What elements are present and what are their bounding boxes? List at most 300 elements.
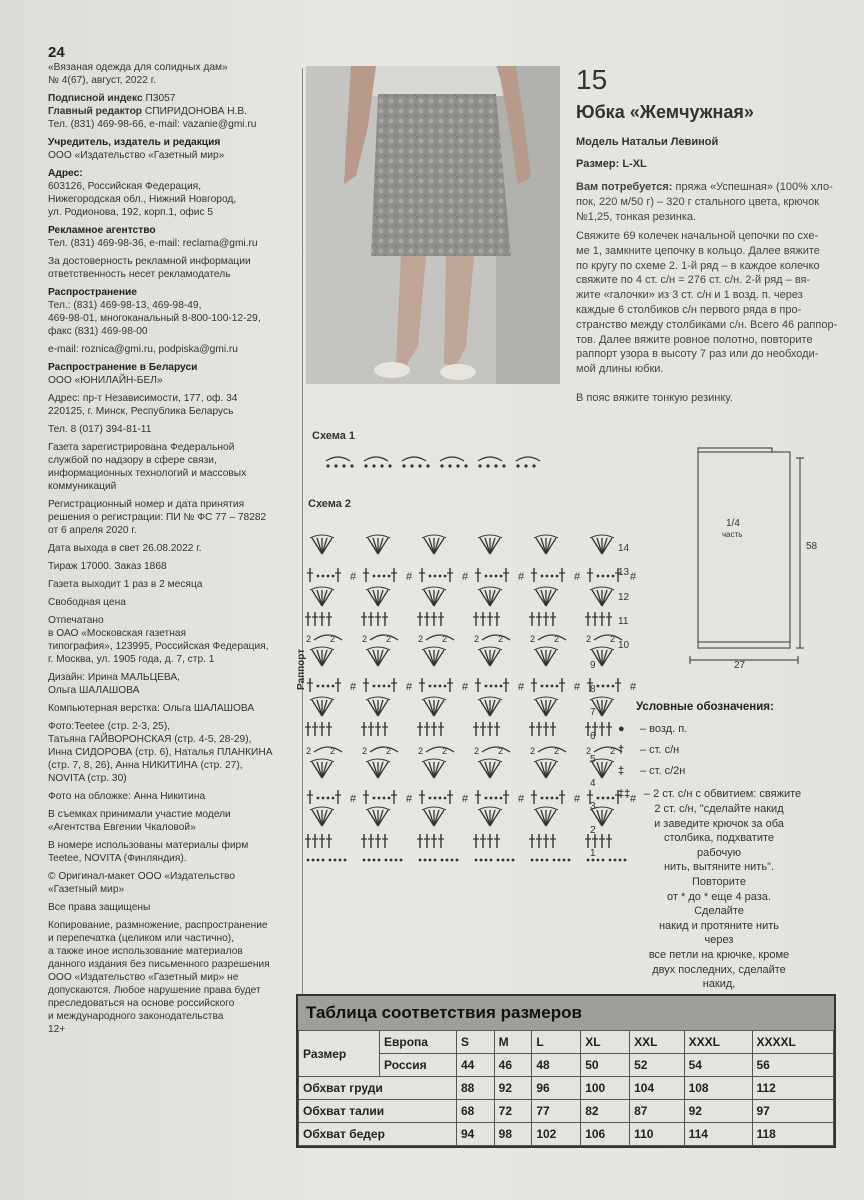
- table-row: [299, 1031, 834, 1054]
- models: «Агентства Евгении Чкаловой»: [48, 822, 196, 833]
- instruction-line: каждые 6 столбиков с/н первого ряда в про-: [576, 303, 802, 316]
- fan-stitch: [434, 762, 444, 778]
- double-stitch-symbol: #: [574, 681, 581, 693]
- subscription: Подписной индекс П3057: [48, 93, 176, 104]
- fan-arc: [366, 697, 390, 700]
- fan-stitch: [368, 538, 378, 554]
- fan-stitch: [602, 762, 612, 778]
- chain-dot: [444, 797, 447, 800]
- chain-dot: [322, 797, 325, 800]
- chain-dot: [475, 859, 478, 862]
- fan-stitch: [480, 762, 490, 778]
- chain-dot: [327, 685, 330, 688]
- fan-stitch: [536, 650, 546, 666]
- fan-stitch: [434, 700, 444, 716]
- fan-stitch: [378, 650, 388, 666]
- fan-stitch: [378, 538, 388, 554]
- waist-note: В пояс вяжите тонкую резинку.: [576, 392, 733, 404]
- table-cell: 87: [630, 1100, 684, 1123]
- arc-count: 2: [554, 634, 560, 644]
- chain-dot: [429, 797, 432, 800]
- legend-item: ‡ – ст. с/2н: [618, 765, 686, 777]
- double-stitch-symbol: #: [406, 571, 413, 583]
- chain-dot: [363, 859, 366, 862]
- chain-dot: [607, 575, 610, 578]
- printed-label: Отпечатано: [48, 615, 104, 626]
- fan-stitch: [546, 590, 556, 606]
- legend-title: Условные обозначения:: [636, 701, 774, 713]
- chain-dot: [385, 859, 388, 862]
- chain-dot: [507, 859, 510, 862]
- table-cell: S: [457, 1031, 495, 1054]
- fan-arc: [478, 759, 502, 762]
- fan-arc: [534, 535, 558, 538]
- fan-stitch: [480, 650, 490, 666]
- chain-dot: [441, 859, 444, 862]
- chain-dot: [531, 859, 534, 862]
- chain-dot: [400, 859, 403, 862]
- chain-dot: [383, 575, 386, 578]
- chain-dot: [602, 859, 605, 862]
- fan-stitch: [424, 700, 434, 716]
- chain-dot: [312, 859, 315, 862]
- fan-arc: [422, 697, 446, 700]
- editor: Главный редактор СПИРИДОНОВА Н.В.: [48, 106, 248, 117]
- chain-dot: [419, 859, 422, 862]
- belarus-address: Адрес: пр-т Независимости, 177, оф. 34: [48, 393, 238, 404]
- fan-arc: [478, 697, 502, 700]
- arc-count: 2: [362, 634, 368, 644]
- legend-item: † – ст. с/н: [618, 744, 680, 756]
- registration: Газета зарегистрирована Федеральной: [48, 442, 235, 453]
- fan-arc: [310, 535, 334, 538]
- legend-desc-line: все петли на крючке, кроме: [648, 948, 790, 961]
- chain-dot: [439, 685, 442, 688]
- fan-stitch: [602, 810, 612, 826]
- table-cell: M: [494, 1031, 532, 1054]
- chain-dot: [317, 685, 320, 688]
- chain-dot: [434, 859, 437, 862]
- chain-dot: [609, 859, 612, 862]
- arc-count: 2: [498, 746, 504, 756]
- fan-arc: [534, 587, 558, 590]
- chain-dot: [322, 685, 325, 688]
- original: «Газетный мир»: [48, 884, 125, 895]
- distribution-email: e-mail: roznica@gmi.ru, podpiska@gmi.ru: [48, 344, 238, 355]
- table-cell: 104: [630, 1077, 684, 1100]
- row-numbers-lower: [590, 654, 596, 866]
- chain-dot: [332, 797, 335, 800]
- skirt-photo: [306, 66, 560, 384]
- instruction-line: жите «галочки» из 3 ст. с/н и 1 возд. п. через: [576, 289, 803, 302]
- chain-dot: [388, 575, 391, 578]
- rights: Все права защищены: [48, 902, 151, 913]
- issue: № 4(67), август, 2022 г.: [48, 75, 157, 86]
- row-number: 13: [618, 567, 630, 579]
- belarus-label: Распространение в Беларуси: [48, 362, 198, 373]
- distribution-line: Тел.: (831) 469-98-13, 469-98-49,: [48, 300, 202, 311]
- instruction-line: странство между столбиками с/н. Всего 46 раппор-: [576, 318, 838, 331]
- arc-count: 2: [586, 634, 592, 644]
- arc-stitch: [538, 635, 566, 640]
- address-label: Адрес:: [48, 168, 83, 179]
- photo-credit: Татьяна ГАЙВОРОНСКАЯ (стр. 4-5, 28-29),: [48, 734, 252, 745]
- legend-desc-line: столбика, подхватите рабочую: [664, 832, 774, 859]
- arc-count: 2: [418, 634, 424, 644]
- fan-arc: [366, 807, 390, 810]
- double-stitch-symbol: #: [630, 681, 637, 693]
- row-label: Обхват бедер: [299, 1123, 457, 1146]
- frequency: Газета выходит 1 раз в 2 месяца: [48, 579, 203, 590]
- chain-dot: [322, 575, 325, 578]
- chain-dot: [373, 859, 376, 862]
- fan-stitch: [490, 700, 500, 716]
- fan-arc: [534, 807, 558, 810]
- chain-dot: [612, 685, 615, 688]
- founder-value: ООО «Издательство «Газетный мир»: [48, 150, 225, 161]
- chain-dot: [500, 797, 503, 800]
- table-cell: 54: [684, 1054, 752, 1077]
- instruction-line: мой длины юбки.: [576, 363, 664, 376]
- fan-arc: [478, 807, 502, 810]
- chain-dot: [502, 859, 505, 862]
- legend-desc-line: накид и протяните нить через: [658, 919, 780, 947]
- row-number: 14: [618, 543, 630, 554]
- chain-dot: [597, 575, 600, 578]
- arc-count: 2: [362, 746, 368, 756]
- copyright: а также иное использование материалов: [48, 946, 243, 957]
- instruction-line: тов. Далее вяжите ровное полотно, повторите: [576, 333, 813, 346]
- table-cell: 82: [581, 1100, 630, 1123]
- chain-dot: [317, 575, 320, 578]
- chain-dot: [373, 685, 376, 688]
- double-stitch-symbol: #: [630, 571, 637, 583]
- chain-dot: [551, 797, 554, 800]
- chain-dot: [434, 685, 437, 688]
- arc-count: 2: [330, 634, 336, 644]
- copyright: преследоваться на основе российского: [48, 998, 235, 1009]
- row-number: 7: [590, 707, 596, 718]
- chain-dot: [556, 797, 559, 800]
- table-cell: 88: [457, 1077, 495, 1100]
- belarus-phone: Тел. 8 (017) 394-81-11: [48, 424, 152, 435]
- fan-arc: [310, 697, 334, 700]
- fan-arc: [422, 807, 446, 810]
- fan-stitch: [368, 762, 378, 778]
- fan-arc: [422, 587, 446, 590]
- fan-stitch: [434, 650, 444, 666]
- double-stitch-symbol: #: [350, 681, 357, 693]
- models: В съемках принимали участие модели: [48, 809, 231, 820]
- arc-count: 2: [498, 634, 504, 644]
- table-cell: XXXL: [684, 1031, 752, 1054]
- fan-arc: [366, 587, 390, 590]
- row-number: 12: [618, 591, 630, 603]
- materials-line: №1,25, тонкая резинка.: [576, 210, 697, 223]
- address-line: 603126, Российская Федерация,: [48, 181, 202, 192]
- fan-stitch: [602, 590, 612, 606]
- chain-dot: [339, 859, 342, 862]
- fan-stitch: [602, 538, 612, 554]
- table-cell: 97: [752, 1100, 834, 1123]
- arc-count: 2: [418, 746, 424, 756]
- table-cell: 102: [532, 1123, 581, 1146]
- original: © Оригинал-макет ООО «Издательство: [48, 871, 235, 882]
- materials: В номере использованы материалы фирм: [48, 840, 249, 851]
- printed-line: в ОАО «Московская газетная: [48, 628, 187, 639]
- ad-contacts: Тел. (831) 469-98-36, e-mail: reclama@gmi.ru: [48, 238, 258, 249]
- fan-arc: [590, 587, 614, 590]
- double-stitch-symbol: #: [630, 793, 637, 805]
- chain-dot: [327, 575, 330, 578]
- chain-dot: [512, 859, 515, 862]
- fan-stitch: [322, 762, 332, 778]
- chain-dot: [446, 859, 449, 862]
- address-line: Нижегородская обл., Нижний Новгород,: [48, 194, 237, 205]
- chain-dot: [495, 575, 498, 578]
- chain-dot: [612, 575, 615, 578]
- fan-stitch: [536, 810, 546, 826]
- legend-desc-line: 2 ст. с/н, "сделайте накид: [654, 803, 784, 815]
- fan-stitch: [322, 650, 332, 666]
- row-number: 10: [618, 640, 630, 652]
- chain-dot: [612, 797, 615, 800]
- distribution-line: факс (831) 469-98-00: [48, 326, 148, 337]
- schema1-chart: [320, 452, 550, 472]
- table-cell: 98: [494, 1123, 532, 1146]
- chain-dot: [607, 797, 610, 800]
- chain-dot: [619, 859, 622, 862]
- fan-stitch: [490, 762, 500, 778]
- double-stitch-symbol: #: [350, 571, 357, 583]
- table-cell: 68: [457, 1100, 495, 1123]
- fan-stitch: [434, 538, 444, 554]
- copyright: данного издания без письменного разрешения: [48, 959, 270, 970]
- row-number: 6: [590, 730, 596, 742]
- legend-desc-line: от * до * еще 4 раза. Сделайте: [667, 890, 771, 918]
- table-row: [299, 1123, 834, 1146]
- skirt-piece-diagram: [680, 440, 830, 680]
- photo-credit: Инна СИДОРОВА (стр. 6), Наталья ПЛАНКИНА: [48, 747, 273, 758]
- fan-arc: [534, 759, 558, 762]
- arc-count: 2: [306, 634, 312, 644]
- chain-dot: [536, 859, 539, 862]
- fan-stitch: [322, 590, 332, 606]
- instruction-line: по кругу по схеме 2. 1-й ряд – в каждое колечко: [576, 259, 820, 272]
- magazine-page: 24 «Вязаная одежда для солидных дам» № 4(67), август, 2022 г. Подписной индекс П3057 Главный редактор СПИРИДОНОВА Н.В. Тел. (831) 469-98-66, e-mail: vazanie@gmi.ru Учредитель, издатель и редакция ООО «Издательство «Газетный мир» Адрес: 603126, Российская Федерация, Нижегородская обл., Нижний Новгород, ул. Родионова, 192, корп.1, офис 5 Рекламное агентство Тел. (831) 469-98-36, e-mail: reclama@gmi.ru За достоверность рекламной информации ответственность несет рекламодатель Распространение Тел.: (831) 469-98-13, 469-98-49, 469-98-01, многоканальный 8-800-100-12-29, факс (831) 469-98-00 e-mail: roznica@gmi.ru, podpiska@gmi.ru Распространение в Беларуси ООО «ЮНИЛАЙН-БЕЛ» Адрес: пр-т Независимости, 177, оф. 34 220125, г. Минск, Республика Беларусь Тел. 8 (017) 394-81-11 Газета зарегистрирована Федеральной службой по надзору в сфере связи, информационных технологий и массовых коммуникаций Регистрационный номер и дата принятия решения о регистрации: ПИ № ФС 77 – 78282 от 6 апреля 2020 г. Дата выхода в свет 26.08.2022 г. Тираж 17000. Заказ 1868 Газета выходит 1 раз в 2 месяца Свободная цена Отпечатано в ОАО «Московская газетная типография», 123995, Российская Федерация, г. Москва, ул. 1905 года, д. 7, стр. 1 Дизайн: Ирина МАЛЬЦЕВА, Ольга ШАЛАШОВА Компьютерная верстка: Ольга ШАЛАШОВА Фото:Teetee (стр. 2-3, 25), Татьяна ГАЙВОРОНСКАЯ (стр. 4-5, 28-29), Инна СИДОРОВА (стр. 6), Наталья ПЛАНКИНА (стр. 7, 8, 26), Анна НИКИТИНА (стр. 27), NOVITA (стр. 30) Фото на обложке: Анна Никитина В съемках принимали участие модели «Агентства Евгении Чкаловой» В номере использованы материалы фирм Teetee, NOVITA (Финляндия). © Оригинал-макет ООО «Издательство «Газетный мир» Все права защищены Копирование, размножение, распространение и перепечатка (целиком или частично), а также иное использование материалов данного издания без письменного разрешения ООО «Издательство «Газетный мир» не допускаются. Любое нарушение права будет преследоваться на основе российского и международного законодательства 12+ 15 Юбка «Жемчужная» Модель Натальи Левиной Размер: L-XL Вам потребуется: пряжа «Успешная» (100% хло- пок, 220 м/50 г) – 320 г стального цвета, крючок №1,25, тонкая резинка. Свяжите 69 колечек начальной цепочки по схе- ме 1, замкните цепочку в кольцо. Далее вяжите по кругу по схеме 2. 1-й ряд – в каждое колечко свяжите по 4 ст. с/н = 276 ст. с/н. 2-й ряд – вя- жите «галочки» из 3 ст. с/н и 1 возд. п. через каждые 6 столбиков с/н первого ряда в про- странство между столбиками с/н. Всего 46 раппор- тов. Далее вяжите ровное полотно, повторите раппорт узора в высоту 7 раз или до необходи- мой длины юбки. В пояс вяжите тонкую резинку. Схема 1 Схема 2 Раппорт # # # # # # 2 2 2 2 2 2 2 2 2 2 2 2 # # # # # # 2 2 2 2 2 2 2 2 2 2 2 2 # # # # # # 14 13 12 11 10 9 8 7 6 5 4 3 2 1 1/4 часть 58 27 Условные обозначения: ● – возд. п. † – ст. с/н ‡ – ст. с/2н ‡‡ – 2 ст. с/н с обвитием: свяжите 2 ст. с/н, "сделайте накид и заведите крючок за оба столбика, подхватите рабочую нить, вытяните нить". Повторите от * до * еще 4 раза. Сделайте накид и протяните нить через все петли на крючке, кроме двух последних, сделайте накид, Таблица соответствия размеров Размер Европа S M L XL XXL XXXL XXXXL Россия 44 46 48 50 52 54 56 Обхват груди 88 92 96 100 104 108 112 Обхват талии 68 72 77 82 87 92 97 Обхват бедер 94 98 102 106 110 114 118: [0, 0, 864, 1200]
- materials-line: Вам потребуется: пряжа «Успешная» (100% хло-: [576, 181, 833, 193]
- arc-count: 2: [554, 746, 560, 756]
- fan-stitch: [592, 538, 602, 554]
- chain-dot: [383, 685, 386, 688]
- chain-dot: [317, 859, 320, 862]
- table-cell: 92: [494, 1077, 532, 1100]
- chain-dot: [368, 859, 371, 862]
- chain-dot: [424, 859, 427, 862]
- reg-number: решения о регистрации: ПИ № ФС 77 – 78282: [48, 512, 267, 523]
- chain-dot: [568, 859, 571, 862]
- chain-dot: [490, 685, 493, 688]
- fan-stitch: [434, 590, 444, 606]
- chain-dot: [444, 685, 447, 688]
- chain-dot: [332, 685, 335, 688]
- fan-stitch: [368, 700, 378, 716]
- chain-dot: [373, 797, 376, 800]
- size-table-grid: [298, 1030, 834, 1146]
- fan-stitch: [536, 538, 546, 554]
- chain-dot: [497, 859, 500, 862]
- copyright: и международного законодательства: [48, 1011, 224, 1022]
- pattern-author: Модель Натальи Левиной: [576, 136, 719, 148]
- table-cell: 92: [684, 1100, 752, 1123]
- size-label: Размер: [299, 1031, 380, 1077]
- fan-arc: [310, 759, 334, 762]
- arc-stitch: [370, 747, 398, 752]
- table-row: [299, 1077, 834, 1100]
- fan-arc: [534, 697, 558, 700]
- table-cell: 77: [532, 1100, 581, 1123]
- chain-dot: [556, 685, 559, 688]
- fan-arc: [534, 647, 558, 650]
- fan-stitch: [378, 700, 388, 716]
- belarus-company: ООО «ЮНИЛАЙН-БЕЛ»: [48, 375, 163, 386]
- fan-stitch: [480, 700, 490, 716]
- chain-dot: [602, 575, 605, 578]
- chain-dot: [317, 797, 320, 800]
- fan-stitch: [536, 700, 546, 716]
- chain-dot: [444, 575, 447, 578]
- double-stitch-symbol: #: [518, 681, 525, 693]
- chain-dot: [307, 859, 310, 862]
- fan-stitch: [378, 810, 388, 826]
- table-cell: 110: [630, 1123, 684, 1146]
- design: Дизайн: Ирина МАЛЬЦЕВА,: [48, 672, 180, 683]
- fan-stitch: [490, 810, 500, 826]
- skirt-photo-drawing: [306, 66, 560, 384]
- chain-dot: [322, 859, 325, 862]
- chain-dot: [563, 859, 566, 862]
- chain-dot: [378, 685, 381, 688]
- fan-arc: [310, 587, 334, 590]
- chain-dot: [439, 575, 442, 578]
- chain-dot: [429, 685, 432, 688]
- rapport-label: Раппорт: [296, 648, 307, 690]
- founder-label: Учредитель, издатель и редакция: [48, 137, 221, 148]
- double-stitch-symbol: #: [350, 793, 357, 805]
- double-stitch-symbol: #: [406, 681, 413, 693]
- distribution-label: Распространение: [48, 287, 137, 298]
- row-numbers: [618, 537, 629, 658]
- fan-stitch: [490, 538, 500, 554]
- table-cell: 72: [494, 1100, 532, 1123]
- legend-desc-line: нить, вытяните нить". Повторите: [663, 861, 775, 888]
- fan-arc: [478, 535, 502, 538]
- double-stitch-symbol: #: [518, 793, 525, 805]
- chain-dot: [587, 859, 590, 862]
- instruction-line: свяжите по 4 ст. с/н = 276 ст. с/н. 2-й ряд – вя-: [576, 274, 811, 287]
- legend-desc-line: двух последних, сделайте накид,: [652, 963, 786, 991]
- russia-label: Россия: [380, 1054, 457, 1077]
- fan-stitch: [424, 650, 434, 666]
- ad-note: ответственность несет рекламодатель: [48, 269, 231, 280]
- fan-stitch: [424, 810, 434, 826]
- fan-stitch: [434, 810, 444, 826]
- chain-dot: [373, 575, 376, 578]
- chain-dot: [500, 575, 503, 578]
- chain-dot: [485, 685, 488, 688]
- chain-dot: [551, 575, 554, 578]
- table-row: [299, 1054, 834, 1077]
- arc-count: 2: [530, 634, 536, 644]
- chain-dot: [597, 685, 600, 688]
- chain-dot: [541, 685, 544, 688]
- instruction-line: ме 1, замкните цепочку в кольцо. Далее вяжите: [576, 244, 820, 257]
- row-number: 9: [590, 660, 596, 671]
- width-dimension: 27: [734, 660, 746, 671]
- row-label: Обхват талии: [299, 1100, 457, 1123]
- fan-stitch: [424, 762, 434, 778]
- chain-dot: [429, 575, 432, 578]
- age-rating: 12+: [48, 1024, 66, 1035]
- fan-stitch: [322, 700, 332, 716]
- chain-dot: [624, 859, 627, 862]
- fan-arc: [590, 647, 614, 650]
- fan-stitch: [536, 762, 546, 778]
- chain-dot: [602, 797, 605, 800]
- arc-stitch: [538, 747, 566, 752]
- photo-credit: Фото:Teetee (стр. 2-3, 25),: [48, 721, 171, 732]
- fan-stitch: [368, 650, 378, 666]
- chain-dot: [456, 859, 459, 862]
- table-cell: 114: [684, 1123, 752, 1146]
- reg-number: Регистрационный номер и дата принятия: [48, 499, 245, 510]
- fan-arc: [422, 759, 446, 762]
- copyright: допускаются. Любое нарушение права будет: [48, 985, 261, 996]
- chain-dot: [485, 797, 488, 800]
- ad-label: Рекламное агентство: [48, 225, 156, 236]
- arc-count: 2: [386, 634, 392, 644]
- fan-arc: [310, 807, 334, 810]
- size-table-title: Таблица соответствия размеров: [298, 996, 834, 1030]
- part-label-fraction: 1/4: [726, 518, 740, 529]
- instruction-line: Свяжите 69 колечек начальной цепочки по схе-: [576, 230, 819, 242]
- row-number: 5: [590, 754, 596, 765]
- part-label-word: часть: [722, 530, 743, 539]
- registration: информационных технологий и массовых: [48, 468, 247, 479]
- row-number: 8: [590, 683, 596, 695]
- chain-dot: [429, 859, 432, 862]
- chain-dot: [495, 797, 498, 800]
- chain-dot: [327, 797, 330, 800]
- chain-dot: [383, 797, 386, 800]
- fan-stitch: [602, 700, 612, 716]
- magazine-name: «Вязаная одежда для солидных дам»: [48, 62, 228, 73]
- distribution-line: 469-98-01, многоканальный 8-800-100-12-29,: [48, 313, 261, 324]
- double-stitch-symbol: #: [574, 571, 581, 583]
- fan-arc: [422, 647, 446, 650]
- chain-dot: [546, 685, 549, 688]
- registration: службой по надзору в сфере связи,: [48, 455, 217, 466]
- fan-stitch: [378, 590, 388, 606]
- fan-stitch: [602, 650, 612, 666]
- fan-stitch: [536, 590, 546, 606]
- chain-dot: [553, 859, 556, 862]
- chain-dot: [485, 575, 488, 578]
- arc-count: 2: [306, 746, 312, 756]
- arc-stitch: [426, 747, 454, 752]
- chain-dot: [558, 859, 561, 862]
- arc-stitch: [370, 635, 398, 640]
